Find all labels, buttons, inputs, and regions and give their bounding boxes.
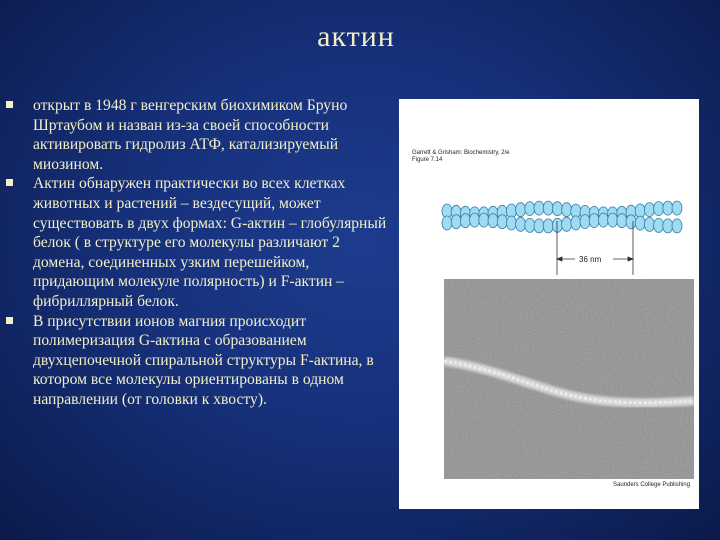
actin-monomer-bead (552, 218, 562, 232)
actin-monomer-bead (571, 216, 581, 230)
figure-source-line-2: Figure 7.14 (412, 157, 443, 163)
bullet-text-3: В присутствии ионов магния происходит полимеризация G-актина с образованием двухцепочечной спиральной структуры F-актина, в котором все молекулы ориентированы в одном направлении (от головки к хвосту). (33, 312, 374, 408)
actin-monomer-bead (516, 203, 526, 217)
actin-figure (399, 99, 699, 509)
bullet-item-2 (6, 174, 390, 311)
actin-monomer-bead (534, 219, 544, 233)
actin-monomer-bead (470, 213, 480, 227)
electron-micrograph (444, 279, 694, 479)
actin-monomer-bead (589, 214, 599, 228)
square-bullet-icon (6, 317, 13, 324)
actin-monomer-bead (598, 213, 608, 227)
actin-monomer-bead (488, 214, 498, 228)
figure-source (412, 150, 510, 164)
actin-monomer-bead (442, 216, 452, 230)
bullet-item-1 (6, 96, 390, 174)
actin-monomer-bead (608, 213, 618, 227)
figure-source-line-1: Garrett & Grisham: Biochemistry, 2/e (412, 150, 510, 156)
actin-monomer-bead (626, 215, 636, 229)
actin-monomer-bead (534, 201, 544, 215)
actin-monomer-bead (654, 218, 664, 232)
actin-monomer-bead (562, 217, 572, 231)
bullet-text-1: открыт в 1948 г венгерским биохимиком Бруно Шртаубом и назван из-за своей способности активировать гидролиз АТФ, катализируемый миозином. (33, 97, 348, 173)
actin-monomer-bead (663, 219, 673, 233)
actin-monomer-bead (580, 215, 590, 229)
actin-monomer-bead (497, 215, 507, 229)
actin-monomer-bead (543, 201, 553, 215)
actin-monomer-bead (525, 202, 535, 216)
actin-monomer-bead (506, 216, 516, 230)
actin-monomer-bead (644, 217, 654, 231)
actin-monomer-bead (451, 215, 461, 229)
measure-label: 36 nm (579, 255, 602, 264)
slide-title: актин (317, 20, 395, 53)
figure-publisher: Saunders College Publishing (613, 482, 691, 488)
actin-monomer-bead (654, 202, 664, 216)
actin-monomer-bead (543, 219, 553, 233)
bullet-item-3 (6, 312, 390, 410)
actin-monomer-bead (672, 219, 682, 233)
square-bullet-icon (6, 101, 13, 108)
square-bullet-icon (6, 179, 13, 186)
filament-beads (442, 201, 682, 233)
actin-monomer-bead (525, 218, 535, 232)
actin-monomer-bead (644, 203, 654, 217)
actin-monomer-bead (552, 202, 562, 216)
actin-monomer-bead (479, 213, 489, 227)
actin-monomer-bead (617, 214, 627, 228)
actin-monomer-bead (672, 201, 682, 215)
bullet-list (6, 96, 390, 410)
actin-monomer-bead (562, 203, 572, 217)
actin-monomer-bead (516, 217, 526, 231)
actin-monomer-bead (460, 214, 470, 228)
actin-monomer-bead (663, 201, 673, 215)
actin-monomer-bead (635, 216, 645, 230)
bullet-text-2: Актин обнаружен практически во всех клетках животных и растений – вездесущий, может существовать в двух формах: G-актин – глобулярный белок ( в структуре его молекулы различают 2 домена, соединенных узким перешейком, придающим молекуле полярность) и F-актин – фибриллярный белок. (33, 175, 387, 310)
